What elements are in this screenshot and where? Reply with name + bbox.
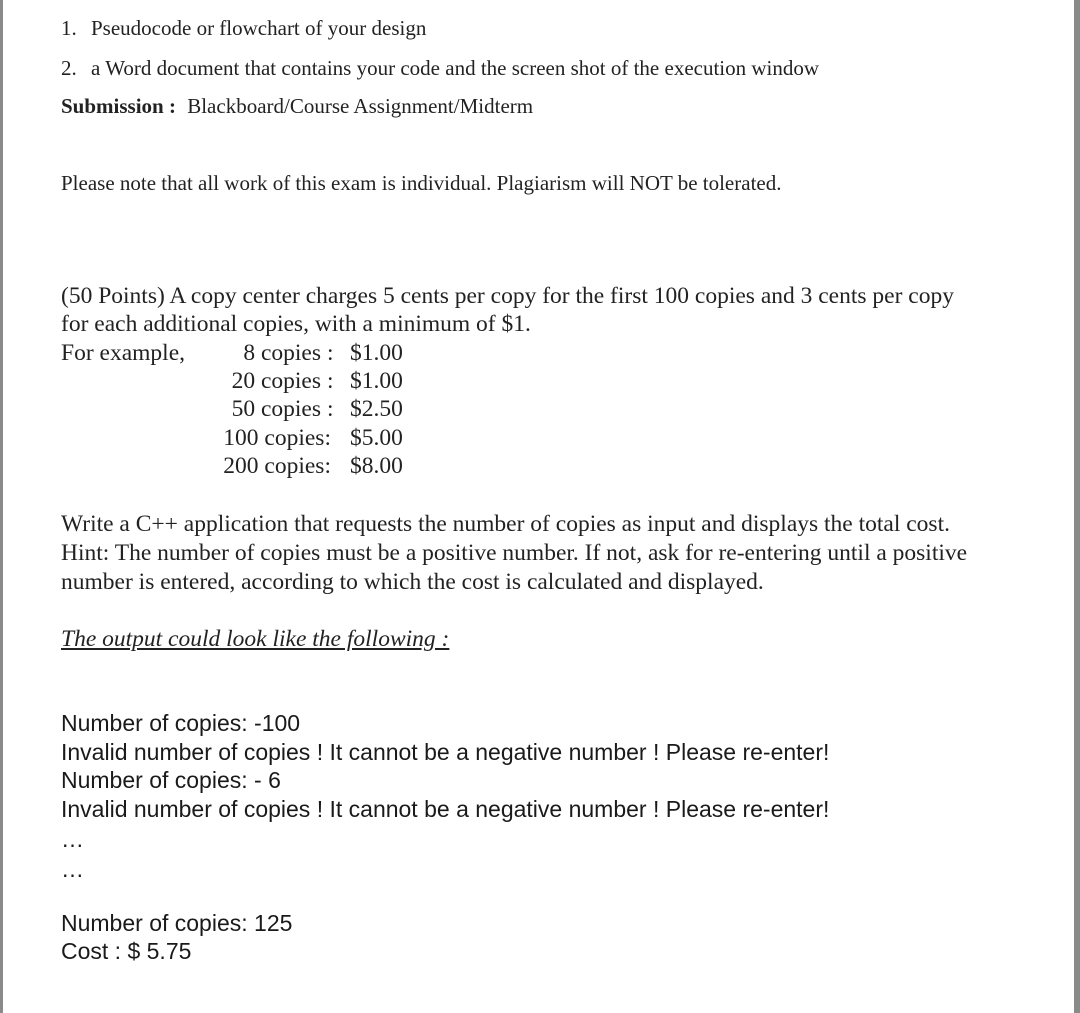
individual-work-note: Please note that all work of this exam is individual. Plagiarism will NOT be tolerated.: [61, 171, 782, 195]
task-line-1: Write a C++ application that requests the number of copies as input and displays the total cost.: [61, 511, 950, 537]
example-label: For example,: [61, 340, 185, 366]
output-line: Invalid number of copies ! It cannot be a negative number ! Please re-enter!: [61, 739, 830, 765]
task-line-3: number is entered, according to which the cost is calculated and displayed.: [61, 569, 764, 595]
ellipsis: …: [61, 826, 84, 852]
example-cost: $2.50: [350, 396, 403, 422]
document-page: [3, 0, 1074, 1013]
example-copies: 8 copies: [243, 340, 321, 366]
requirement-number: 1.: [61, 16, 77, 40]
requirement-item-1: [61, 16, 426, 41]
output-line: Number of copies: -100: [61, 710, 301, 736]
problem-line-2: for each additional copies, with a minimum of $1.: [61, 311, 531, 337]
requirement-item-2: [61, 56, 819, 81]
output-heading: The output could look like the following :: [61, 626, 450, 652]
examples-table: [61, 340, 481, 485]
ellipsis: …: [61, 856, 84, 882]
example-row: [61, 368, 481, 396]
example-row: [61, 396, 481, 424]
example-row: [61, 453, 481, 481]
example-cost: $5.00: [350, 425, 403, 451]
problem-line-1: (50 Points) A copy center charges 5 cents per copy for the first 100 copies and 3 cents per copy: [61, 283, 954, 309]
example-colon: :: [327, 368, 334, 394]
final-output-line: Number of copies: 125: [61, 910, 293, 936]
submission-label: Submission :: [61, 94, 176, 118]
example-copies: 200 copies:: [223, 453, 331, 479]
example-colon: :: [327, 396, 334, 422]
task-line-2: Hint: The number of copies must be a positive number. If not, ask for re-entering until a positive: [61, 540, 968, 566]
example-cost: $1.00: [350, 368, 403, 394]
example-row: [61, 340, 481, 368]
final-output-line: Cost : $ 5.75: [61, 938, 192, 964]
requirement-text: a Word document that contains your code and the screen shot of the execution window: [91, 56, 820, 80]
example-copies: 20 copies: [231, 368, 321, 394]
example-row: [61, 425, 481, 453]
output-line: Number of copies: - 6: [61, 767, 281, 793]
submission-value: Blackboard/Course Assignment/Midterm: [187, 94, 534, 118]
requirement-number: 2.: [61, 56, 77, 80]
requirement-text: Pseudocode or flowchart of your design: [91, 16, 427, 40]
example-copies: 100 copies:: [223, 425, 331, 451]
example-colon: :: [327, 340, 334, 366]
output-line: Invalid number of copies ! It cannot be a negative number ! Please re-enter!: [61, 796, 830, 822]
example-cost: $1.00: [350, 340, 403, 366]
submission-line: [61, 94, 533, 119]
example-cost: $8.00: [350, 453, 403, 479]
example-copies: 50 copies: [231, 396, 321, 422]
